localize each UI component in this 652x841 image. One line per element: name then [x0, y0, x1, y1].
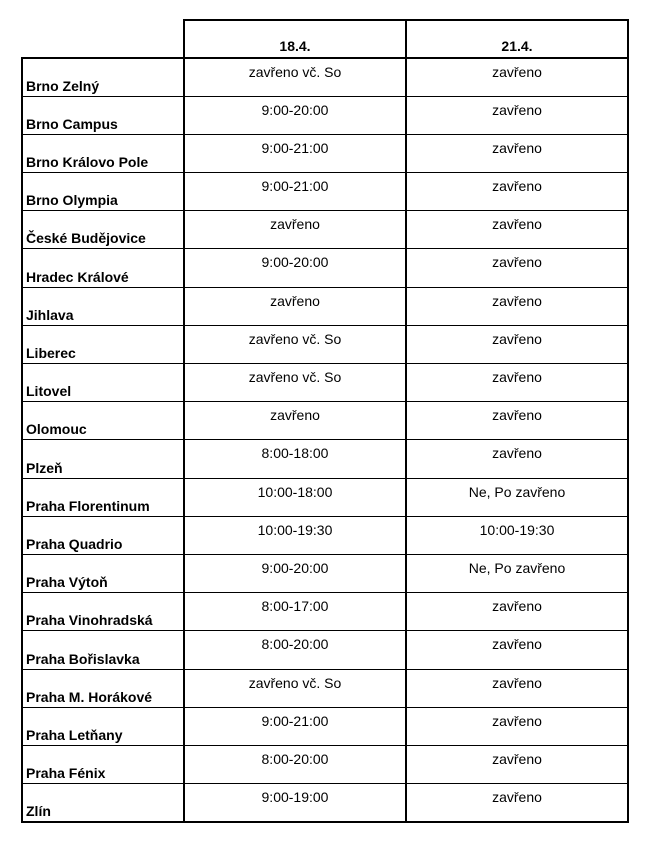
hours-date-1-cell: 8:00-20:00: [184, 745, 406, 783]
hours-date-1-cell: 9:00-19:00: [184, 784, 406, 822]
store-name-cell: Brno Zelný: [22, 58, 184, 96]
store-name-cell: Jihlava: [22, 287, 184, 325]
hours-date-1-cell: 9:00-21:00: [184, 707, 406, 745]
table-row: [22, 402, 628, 440]
store-name-cell: Liberec: [22, 325, 184, 363]
store-name-cell: Plzeň: [22, 440, 184, 478]
hours-date-2-cell: Ne, Po zavřeno: [406, 554, 628, 592]
store-name-cell: Brno Olympia: [22, 173, 184, 211]
store-name-cell: Brno Campus: [22, 96, 184, 134]
store-name-cell: Praha Bořislavka: [22, 631, 184, 669]
hours-date-1-cell: zavřeno vč. So: [184, 325, 406, 363]
table-row: [22, 593, 628, 631]
hours-date-1-cell: 9:00-20:00: [184, 554, 406, 592]
hours-date-1-cell: 8:00-20:00: [184, 631, 406, 669]
hours-date-1-cell: 9:00-20:00: [184, 96, 406, 134]
hours-date-2-cell: zavřeno: [406, 249, 628, 287]
table-row: [22, 516, 628, 554]
table-body: [22, 58, 628, 822]
hours-date-2-cell: zavřeno: [406, 211, 628, 249]
hours-date-2-cell: zavřeno: [406, 287, 628, 325]
hours-date-2-cell: zavřeno: [406, 58, 628, 96]
hours-date-1-cell: zavřeno vč. So: [184, 669, 406, 707]
table-row: [22, 96, 628, 134]
table-row: [22, 478, 628, 516]
hours-date-1-cell: zavřeno vč. So: [184, 58, 406, 96]
hours-date-2-cell: zavřeno: [406, 440, 628, 478]
table-row: [22, 364, 628, 402]
hours-date-1-cell: 8:00-17:00: [184, 593, 406, 631]
hours-date-2-cell: 10:00-19:30: [406, 516, 628, 554]
table-row: [22, 440, 628, 478]
hours-date-2-cell: Ne, Po zavřeno: [406, 478, 628, 516]
hours-date-2-cell: zavřeno: [406, 402, 628, 440]
store-name-cell: Praha Fénix: [22, 745, 184, 783]
table-row: [22, 134, 628, 172]
table-row: [22, 249, 628, 287]
table-row: [22, 707, 628, 745]
hours-date-1-cell: 9:00-21:00: [184, 173, 406, 211]
store-name-cell: Hradec Králové: [22, 249, 184, 287]
table-row: [22, 669, 628, 707]
header-corner-cell: [22, 20, 184, 58]
hours-date-2-cell: zavřeno: [406, 745, 628, 783]
store-name-cell: Brno Královo Pole: [22, 134, 184, 172]
store-name-cell: Praha Vinohradská: [22, 593, 184, 631]
store-name-cell: Praha M. Horákové: [22, 669, 184, 707]
hours-date-2-cell: zavřeno: [406, 707, 628, 745]
opening-hours-table: [21, 19, 629, 823]
table-row: [22, 745, 628, 783]
table-row: [22, 325, 628, 363]
hours-date-1-cell: 8:00-18:00: [184, 440, 406, 478]
hours-date-1-cell: 9:00-21:00: [184, 134, 406, 172]
hours-date-2-cell: zavřeno: [406, 325, 628, 363]
hours-date-2-cell: zavřeno: [406, 669, 628, 707]
store-name-cell: Litovel: [22, 364, 184, 402]
hours-date-1-cell: 10:00-19:30: [184, 516, 406, 554]
store-name-cell: Olomouc: [22, 402, 184, 440]
hours-date-2-cell: zavřeno: [406, 96, 628, 134]
table-row: [22, 287, 628, 325]
table-row: [22, 784, 628, 822]
store-name-cell: Praha Výtoň: [22, 554, 184, 592]
hours-date-1-cell: zavřeno: [184, 287, 406, 325]
table-row: [22, 211, 628, 249]
hours-date-2-cell: zavřeno: [406, 134, 628, 172]
hours-date-1-cell: 9:00-20:00: [184, 249, 406, 287]
hours-date-1-cell: zavřeno: [184, 402, 406, 440]
hours-date-2-cell: zavřeno: [406, 173, 628, 211]
store-name-cell: Zlín: [22, 784, 184, 822]
table-row: [22, 554, 628, 592]
hours-date-2-cell: zavřeno: [406, 631, 628, 669]
table-row: [22, 173, 628, 211]
header-date-2: 21.4.: [406, 20, 628, 58]
table-row: [22, 631, 628, 669]
hours-date-1-cell: zavřeno: [184, 211, 406, 249]
table-row: [22, 58, 628, 96]
store-name-cell: České Budějovice: [22, 211, 184, 249]
hours-date-2-cell: zavřeno: [406, 784, 628, 822]
hours-date-2-cell: zavřeno: [406, 593, 628, 631]
hours-date-1-cell: zavřeno vč. So: [184, 364, 406, 402]
store-name-cell: Praha Florentinum: [22, 478, 184, 516]
header-row: [22, 20, 628, 58]
store-name-cell: Praha Quadrio: [22, 516, 184, 554]
store-name-cell: Praha Letňany: [22, 707, 184, 745]
header-date-1: 18.4.: [184, 20, 406, 58]
hours-date-2-cell: zavřeno: [406, 364, 628, 402]
hours-date-1-cell: 10:00-18:00: [184, 478, 406, 516]
